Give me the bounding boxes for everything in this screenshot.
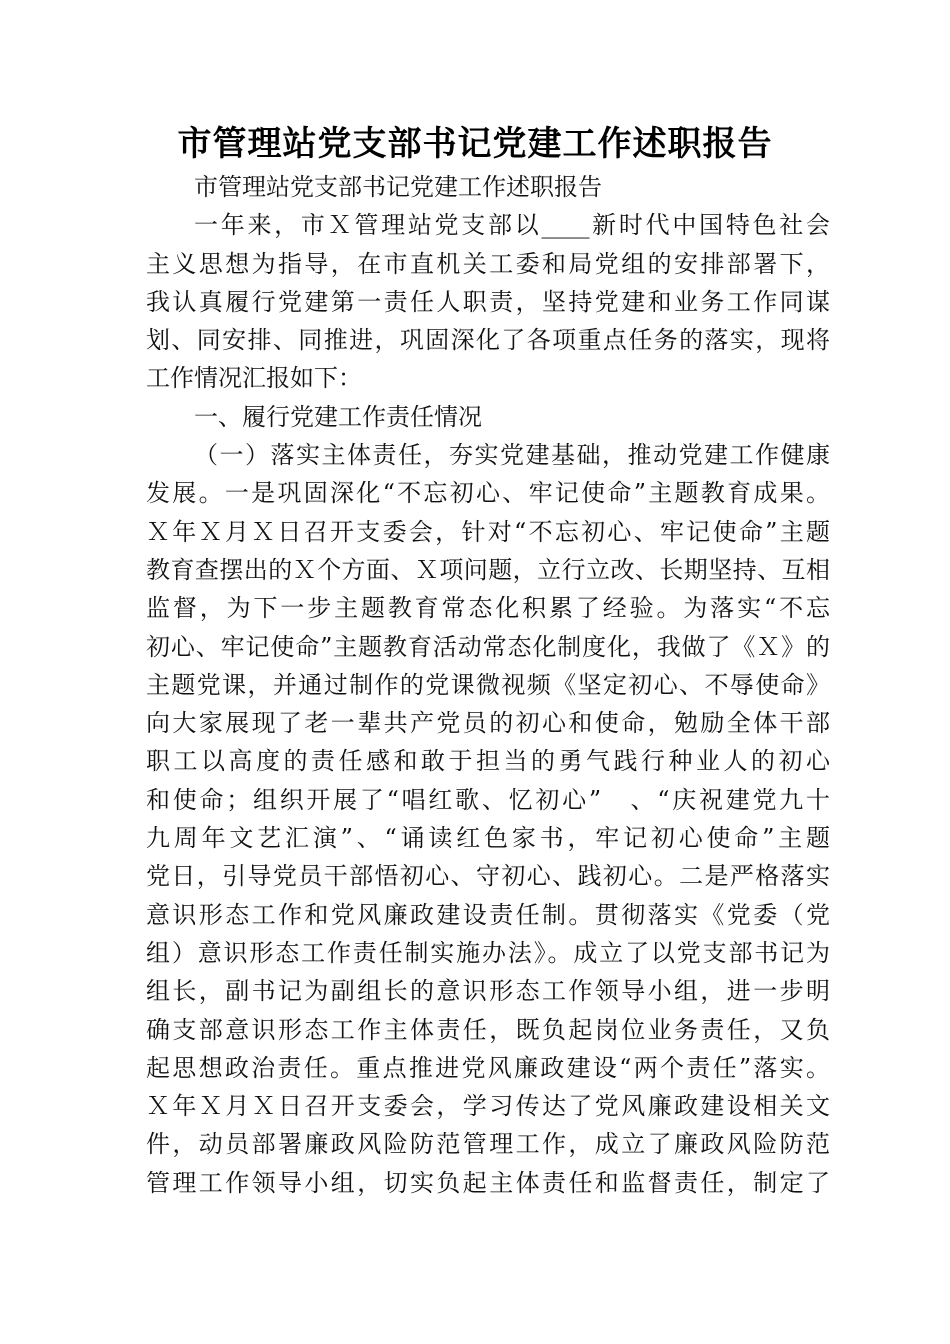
body-line: 工作情况汇报如下： bbox=[146, 364, 362, 393]
body-line-subtitle: 市管理站党支部书记党建工作述职报告 bbox=[194, 173, 602, 201]
body-line: 件，动员部署廉政风险防范管理工作，成立了廉政风险防范 bbox=[146, 1130, 830, 1159]
body-line: 九周年文艺汇演”、“诵读红色家书，牢记初心使命”主题 bbox=[146, 824, 830, 853]
body-line: 和使命；组织开展了“唱红歌、忆初心” 、“庆祝建党九十 bbox=[146, 785, 830, 814]
body-line: 监督，为下一步主题教育常态化积累了经验。为落实“不忘 bbox=[146, 594, 830, 623]
document-body bbox=[146, 168, 830, 1202]
body-line: 职工以高度的责任感和敢于担当的勇气践行种业人的初心 bbox=[146, 747, 830, 776]
body-line: 初心、牢记使命”主题教育活动常态化制度化，我做了《Ｘ》的 bbox=[146, 632, 830, 661]
body-line: 一年来，市Ｘ管理站党支部以____新时代中国特色社会 bbox=[194, 211, 830, 240]
body-line: 划、同安排、同推进，巩固深化了各项重点任务的落实，现将 bbox=[146, 326, 830, 355]
body-line: Ｘ年Ｘ月Ｘ日召开支委会，针对“不忘初心、牢记使命”主题 bbox=[146, 517, 830, 546]
body-line: 我认真履行党建第一责任人职责，坚持党建和业务工作同谋 bbox=[146, 287, 830, 316]
body-line: 主义思想为指导，在市直机关工委和局党组的安排部署下， bbox=[146, 249, 830, 278]
document-title: 市管理站党支部书记党建工作述职报告 bbox=[177, 124, 773, 164]
body-line: 组）意识形态工作责任制实施办法》。成立了以党支部书记为 bbox=[146, 938, 830, 967]
body-line: 发展。一是巩固深化“不忘初心、牢记使命”主题教育成果。 bbox=[146, 479, 830, 508]
body-line: Ｘ年Ｘ月Ｘ日召开支委会，学习传达了党风廉政建设相关文 bbox=[146, 1092, 830, 1121]
body-line: 向大家展现了老一辈共产党员的初心和使命，勉励全体干部 bbox=[146, 709, 830, 738]
body-line: 教育查摆出的Ｘ个方面、Ｘ项问题，立行立改、长期坚持、互相 bbox=[146, 555, 830, 584]
body-line: 党日，引导党员干部悟初心、守初心、践初心。二是严格落实 bbox=[146, 862, 830, 891]
body-line: 起思想政治责任。重点推进党风廉政建设“两个责任”落实。 bbox=[146, 1053, 830, 1082]
section-heading: 一、履行党建工作责任情况 bbox=[194, 402, 482, 431]
body-line: 组长，副书记为副组长的意识形态工作领导小组，进一步明 bbox=[146, 977, 830, 1006]
body-line: 管理工作领导小组，切实负起主体责任和监督责任，制定了 bbox=[146, 1168, 830, 1197]
body-line: （一）落实主体责任，夯实党建基础，推动党建工作健康 bbox=[194, 441, 830, 470]
body-line: 确支部意识形态工作主体责任，既负起岗位业务责任，又负 bbox=[146, 1015, 830, 1044]
body-line: 主题党课，并通过制作的党课微视频《坚定初心、不辱使命》 bbox=[146, 670, 830, 699]
body-line: 意识形态工作和党风廉政建设责任制。贯彻落实《党委（党 bbox=[146, 900, 830, 929]
